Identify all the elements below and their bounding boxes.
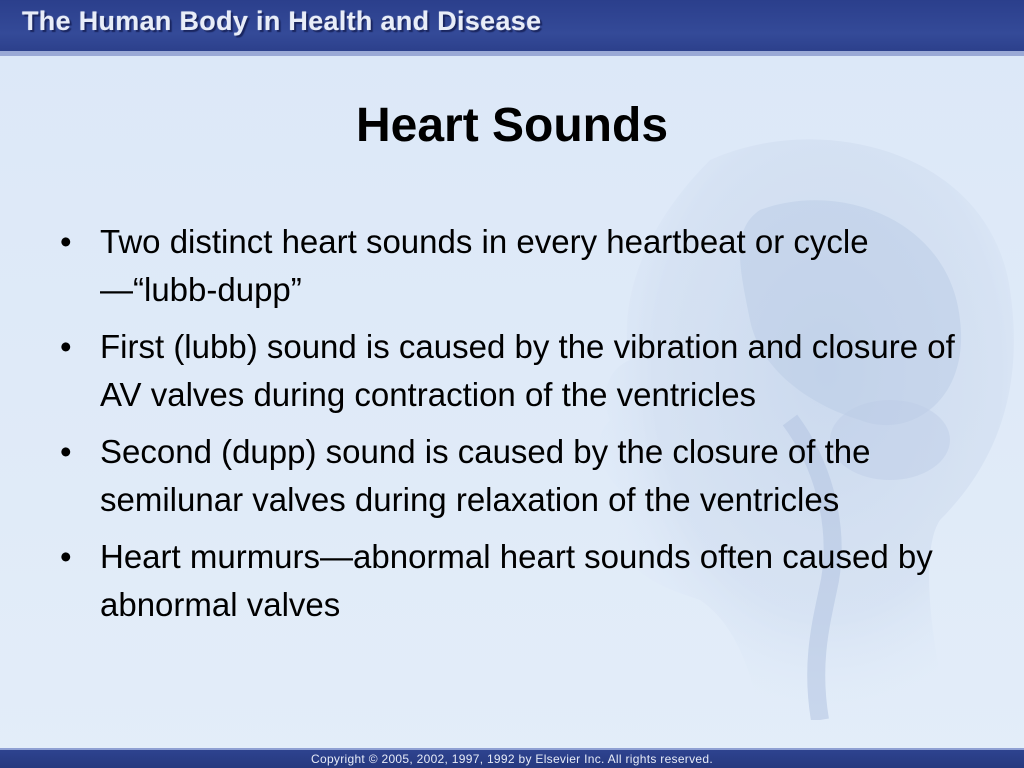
bullet-list xyxy=(56,218,966,638)
bullet-text: Second (dupp) sound is caused by the closure of the semilunar valves during relaxation of the ventricles xyxy=(100,433,871,518)
bullet-text: Two distinct heart sounds in every heartbeat or cycle—“lubb-dupp” xyxy=(100,223,869,308)
bullet-dot: • xyxy=(60,433,72,470)
bullet-dot: • xyxy=(60,223,72,260)
slide-title: Heart Sounds xyxy=(355,99,669,152)
bullet-item xyxy=(56,218,966,314)
bullet-dot: • xyxy=(60,538,72,575)
header-banner xyxy=(0,0,1024,56)
banner-title: The Human Body in Health and Disease xyxy=(22,6,542,36)
bullet-text: First (lubb) sound is caused by the vibration and closure of AV valves during contraction of the ventricles xyxy=(100,328,955,413)
copyright-text: Copyright © 2005, 2002, 1997, 1992 by Elsevier Inc. All rights reserved. xyxy=(311,752,713,766)
bullet-item xyxy=(56,323,966,419)
bullet-item xyxy=(56,533,966,629)
bullet-item xyxy=(56,428,966,524)
bullet-text: Heart murmurs—abnormal heart sounds often caused by abnormal valves xyxy=(100,538,933,623)
banner-divider xyxy=(0,51,1024,56)
bullet-dot: • xyxy=(60,328,72,365)
footer-bar xyxy=(0,748,1024,768)
